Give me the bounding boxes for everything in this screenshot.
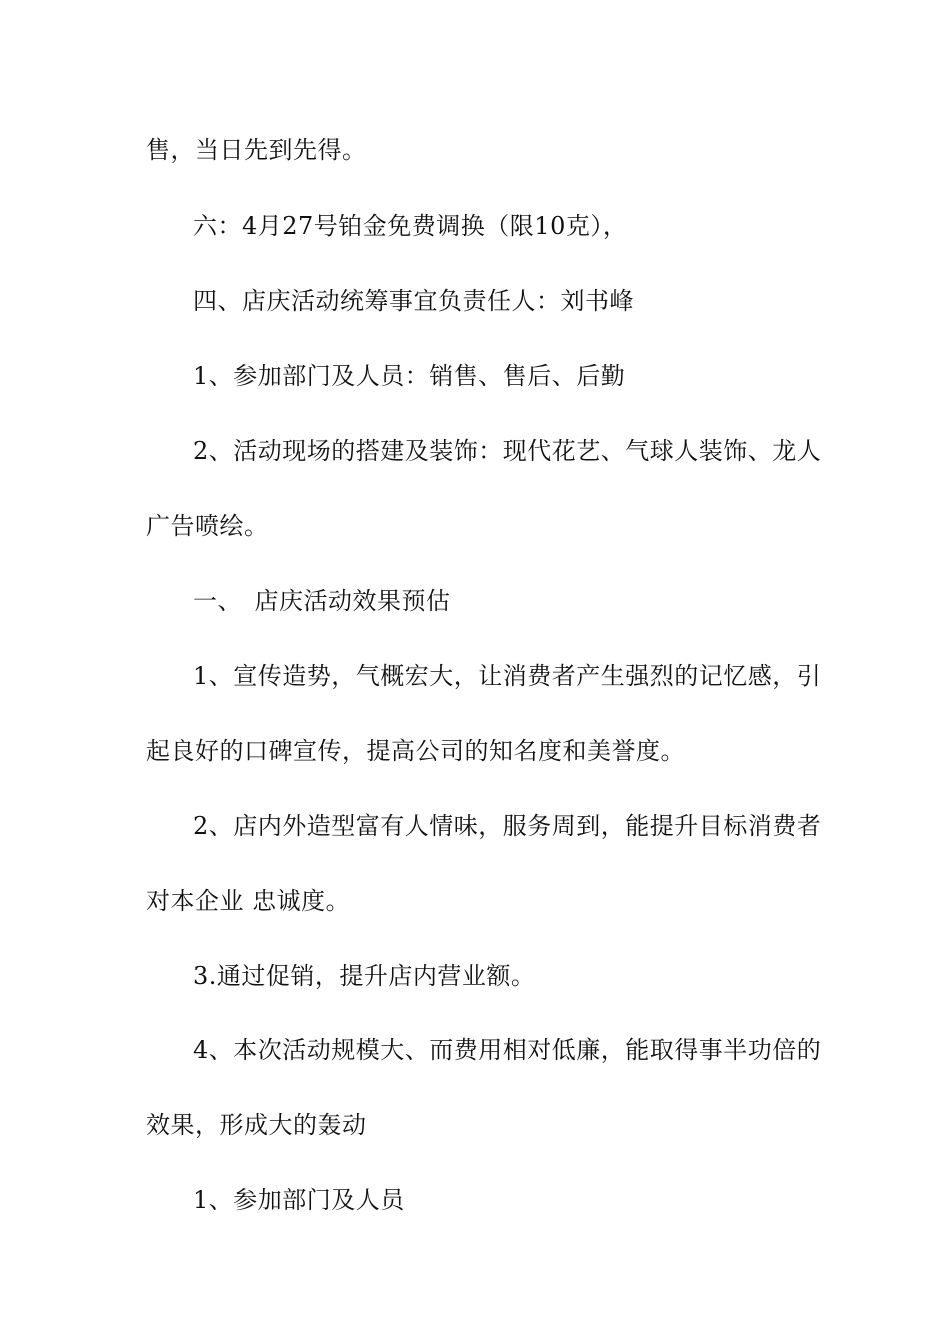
text-line: 4、本次活动规模大、而费用相对低廉，能取得事半功倍的 (193, 1036, 822, 1064)
text-line: 效果，形成大的轰动 (146, 1111, 367, 1139)
text-line: 对本企业 忠诚度。 (146, 887, 351, 915)
text-line: 四、店庆活动统筹事宜负责任人：刘书峰 (193, 287, 634, 315)
text-line: 起良好的口碑宣传，提高公司的知名度和美誉度。 (146, 737, 685, 765)
text-line: 2、活动现场的搭建及装饰：现代花艺、气球人装饰、龙人 (193, 437, 822, 465)
text-line: 1、参加部门及人员 (193, 1186, 405, 1214)
text-line: 3.通过促销，提升店内营业额。 (193, 962, 536, 990)
text-line: 2、店内外造型富有人情味，服务周到，能提升目标消费者 (193, 812, 822, 840)
text-line: 1、宣传造势，气概宏大，让消费者产生强烈的记忆感，引 (193, 662, 822, 690)
text-line: 售，当日先到先得。 (146, 136, 367, 164)
text-line: 广告喷绘。 (146, 512, 269, 540)
text-line: 1、参加部门及人员：销售、售后、后勤 (193, 362, 626, 390)
text-line: 六：4月27号铂金免费调换（限10克）， (193, 212, 628, 240)
section-heading: 一、 店庆活动效果预估 (193, 587, 451, 615)
